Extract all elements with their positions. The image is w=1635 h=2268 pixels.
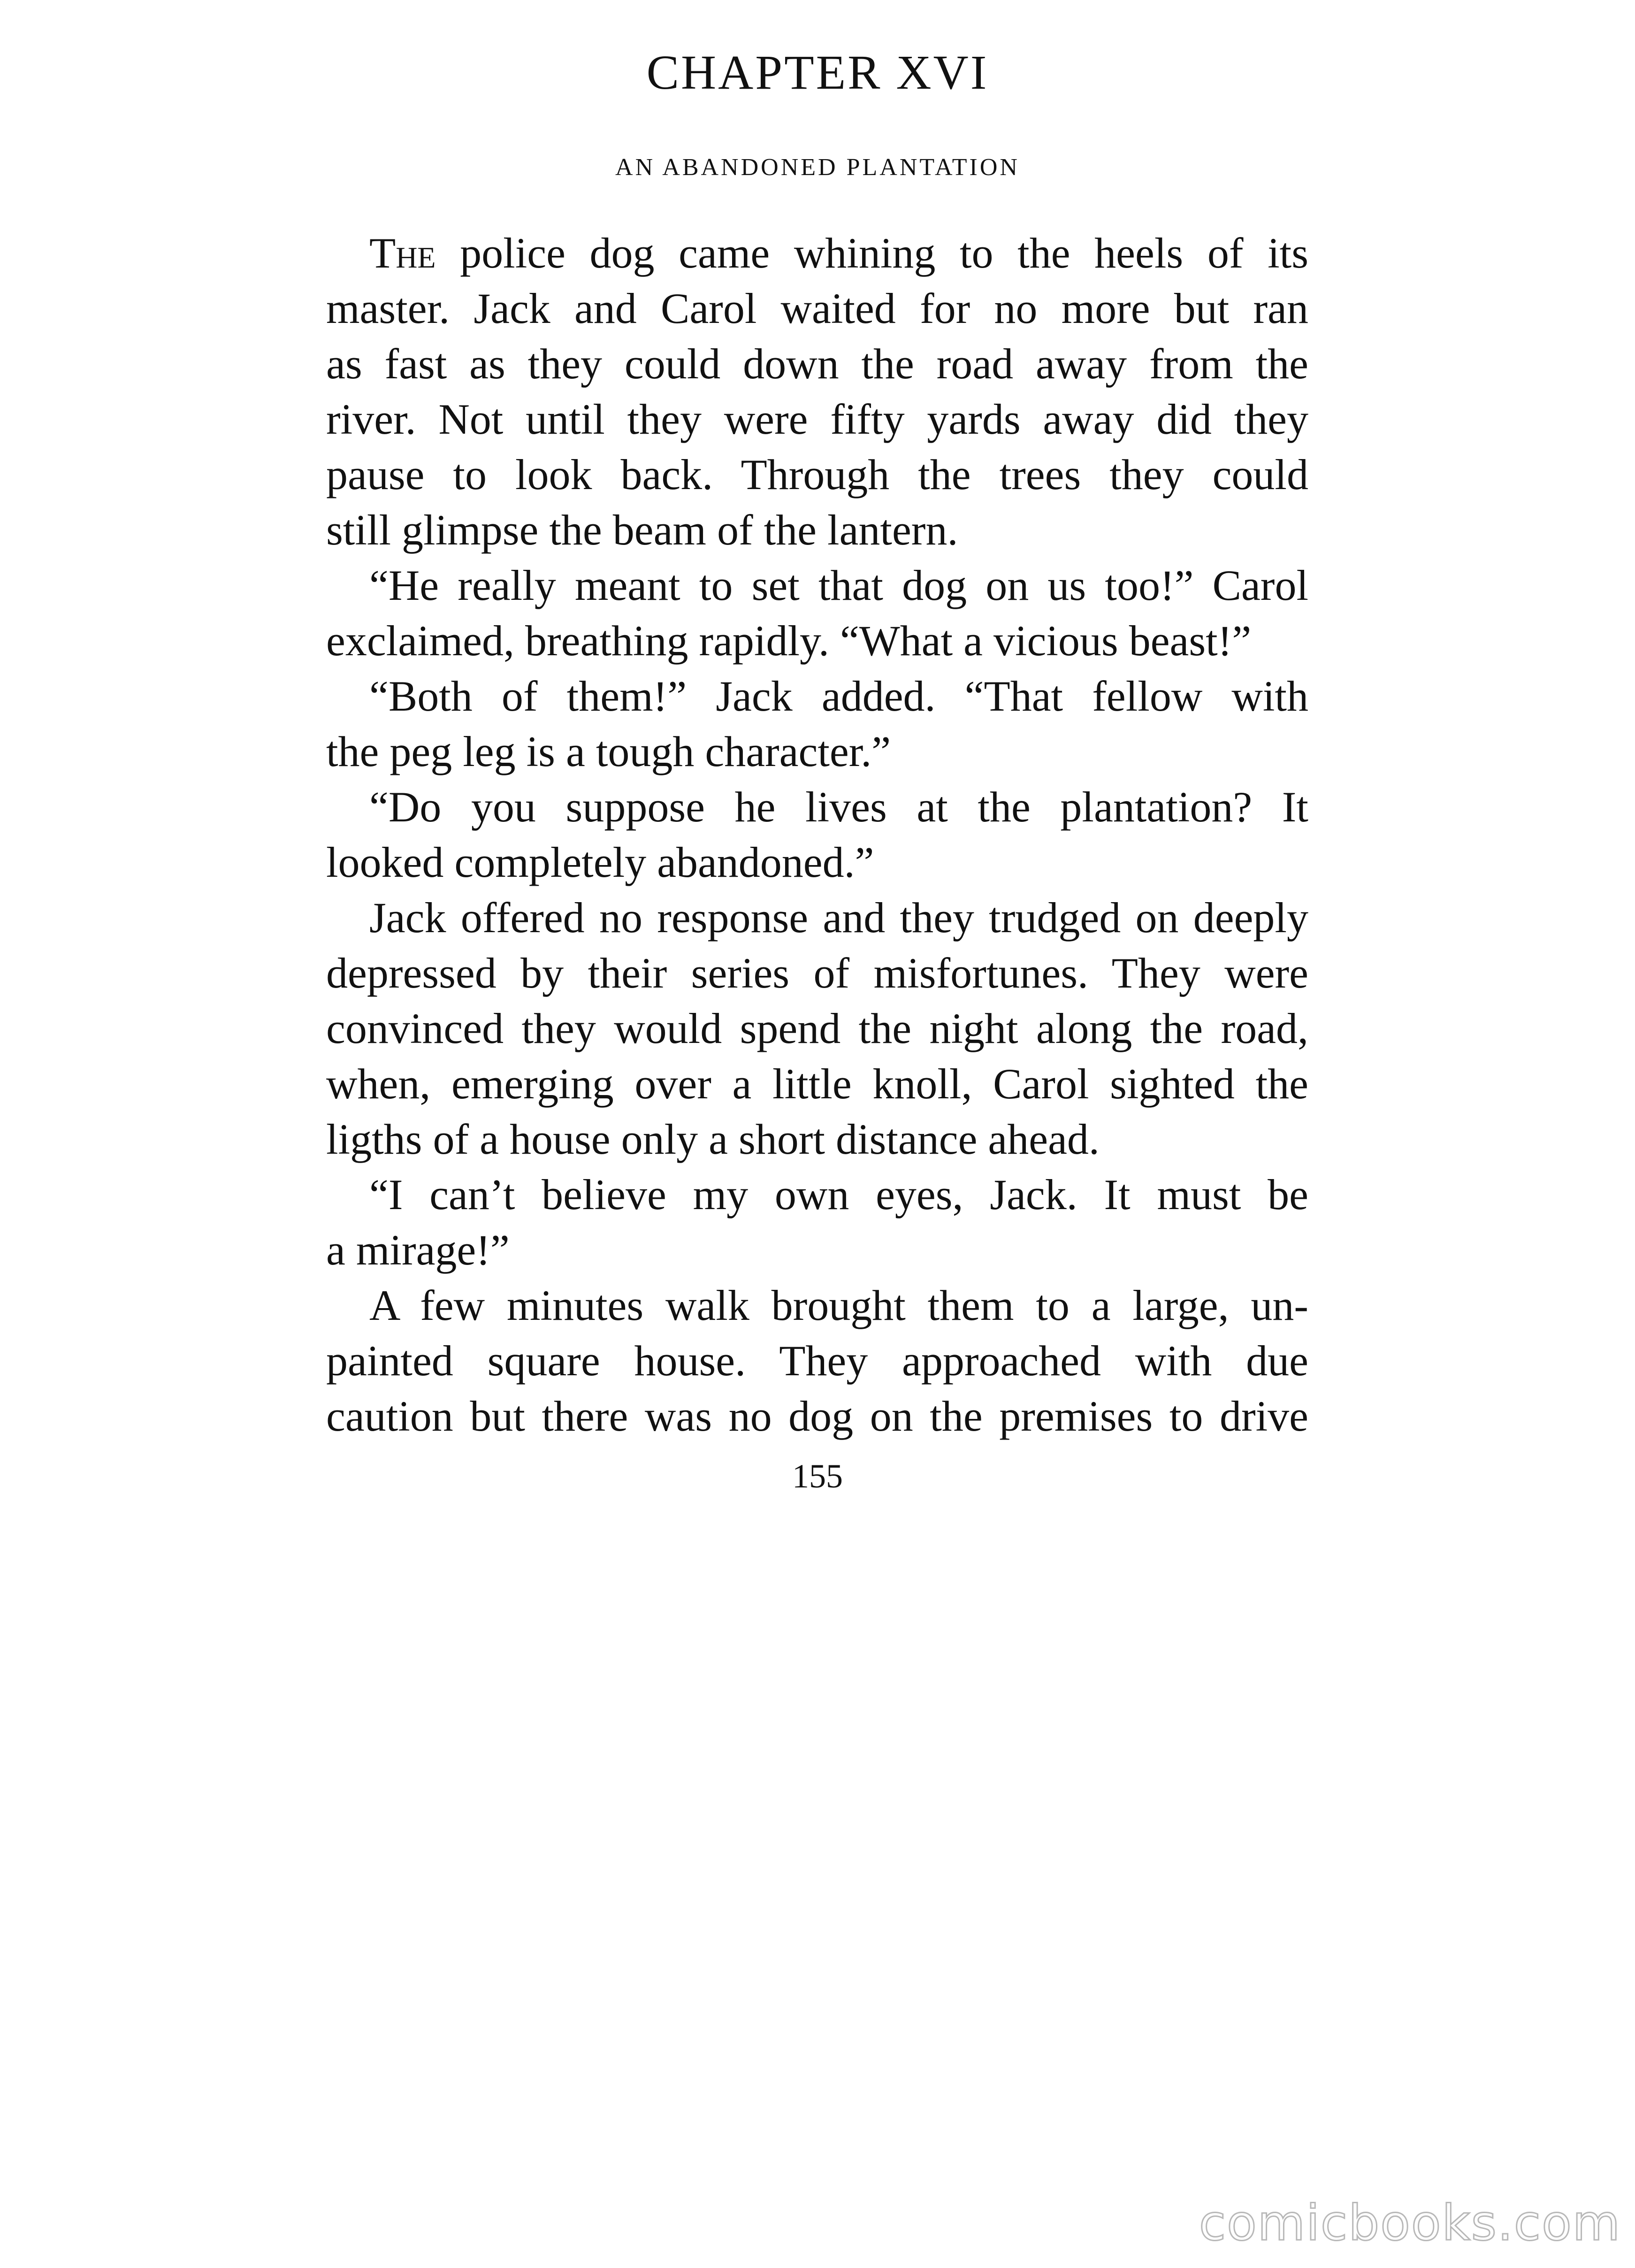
text-line: when, emerging over a little knoll, Carol sighted the xyxy=(326,1060,1308,1108)
text-line: caution but there was no dog on the premises to drive xyxy=(326,1392,1308,1440)
text-line: depressed by their series of misfortunes. They were xyxy=(326,949,1308,997)
text-line: painted square house. They approached with due xyxy=(326,1337,1308,1385)
chapter-subtitle: AN ABANDONED PLANTATION xyxy=(615,154,1020,181)
text-line: “Do you suppose he lives at the plantation? It xyxy=(369,783,1308,831)
text-line: still glimpse the beam of the lantern. xyxy=(326,506,958,554)
text-line: river. Not until they were fifty yards away did they xyxy=(326,395,1308,443)
text-line: the peg leg is a tough character.” xyxy=(326,728,891,775)
text-line: looked completely abandoned.” xyxy=(326,838,874,886)
chapter-title: CHAPTER XVI xyxy=(646,46,989,100)
text-line: exclaimed, breathing rapidly. “What a vicious beast!” xyxy=(326,617,1252,665)
text-line: Jack offered no response and they trudged on deeply xyxy=(369,894,1308,942)
text-line: a mirage!” xyxy=(326,1226,510,1274)
text-line: ligths of a house only a short distance ahead. xyxy=(326,1115,1100,1163)
text-line: “He really meant to set that dog on us too!” Carol xyxy=(369,561,1308,609)
text-line-content: police dog came whining to the heels of its xyxy=(435,229,1308,277)
body-text xyxy=(326,225,1308,1444)
text-line: master. Jack and Carol waited for no more but ran xyxy=(326,284,1308,332)
paragraph-lead-word: The xyxy=(369,229,436,277)
text-line: as fast as they could down the road away from the xyxy=(326,340,1308,388)
page-number: 155 xyxy=(792,1457,843,1495)
text-line: “Both of them!” Jack added. “That fellow with xyxy=(369,672,1308,720)
text-line: convinced they would spend the night along the road, xyxy=(326,1004,1308,1052)
text-line: pause to look back. Through the trees they could xyxy=(326,451,1308,498)
text-line: A few minutes walk brought them to a large, un- xyxy=(369,1281,1308,1329)
text-line: “I can’t believe my own eyes, Jack. It must be xyxy=(369,1171,1308,1218)
watermark: comicbooks.com xyxy=(1199,2194,1621,2252)
text-line xyxy=(326,225,1308,281)
